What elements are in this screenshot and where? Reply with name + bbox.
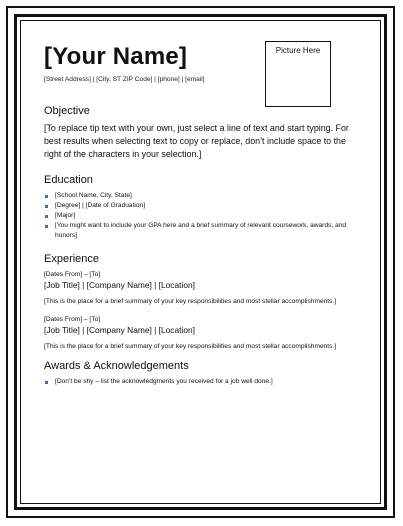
picture-label: Picture Here: [275, 46, 321, 55]
experience-description[interactable]: [This is the place for a brief summary of your key responsibilities and most stellar accomplishments.]: [44, 298, 337, 305]
bullet-icon: [45, 195, 48, 198]
experience-heading: Experience: [44, 253, 100, 265]
education-heading: Education: [44, 174, 93, 186]
education-item-text: [Degree] | [Date of Graduation]: [55, 202, 146, 209]
awards-item-text: [Don’t be shy – list the acknowledgments you received for a job well done.]: [55, 378, 273, 385]
experience-role[interactable]: [Job Title] | [Company Name] | [Location]: [44, 325, 195, 335]
education-item[interactable]: [44, 191, 364, 201]
objective-text[interactable]: [To replace tip text with your own, just select a line of text and start typing. For best results when selecting text to copy or replace, don’t include space to the right of the characters in your selection.]: [44, 123, 349, 159]
experience-description[interactable]: [This is the place for a brief summary of your key responsibilities and most stellar accomplishments.]: [44, 343, 337, 350]
experience-role[interactable]: [Job Title] | [Company Name] | [Location]: [44, 280, 195, 290]
awards-heading: Awards & Acknowledgements: [44, 360, 189, 372]
awards-item[interactable]: [44, 377, 364, 387]
bullet-icon: [45, 215, 48, 218]
objective-heading: Objective: [44, 105, 90, 117]
education-item-text: [School Name, City, State]: [55, 192, 132, 199]
experience-dates[interactable]: [Dates From] – [To]: [44, 316, 101, 323]
experience-entry: [44, 315, 364, 352]
education-item-text: [You might want to include your GPA here and a brief summary of relevant coursework, awards, and honors]: [55, 222, 347, 239]
experience-entry: [44, 270, 364, 307]
education-item[interactable]: [44, 221, 364, 241]
bullet-icon: [45, 225, 48, 228]
contact-line[interactable]: [Street Address] | [City, ST ZIP Code] | [phone] | [email]: [44, 76, 205, 83]
education-item-text: [Major]: [55, 212, 76, 219]
awards-list: [44, 377, 364, 387]
resume-name[interactable]: [Your Name]: [44, 43, 188, 70]
bullet-icon: [45, 205, 48, 208]
education-list: [44, 191, 364, 241]
resume-body: [44, 40, 364, 399]
education-item[interactable]: [44, 201, 364, 211]
bullet-icon: [45, 381, 48, 384]
education-item[interactable]: [44, 211, 364, 221]
experience-dates[interactable]: [Dates From] – [To]: [44, 271, 101, 278]
